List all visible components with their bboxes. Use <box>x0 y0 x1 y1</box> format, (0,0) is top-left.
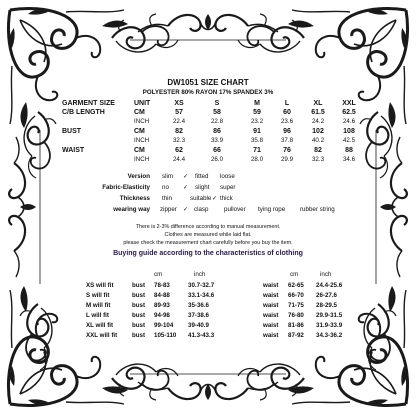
table-cell: 96 <box>283 128 291 135</box>
guide-bust-inch: 37-38.6 <box>188 312 209 319</box>
guide-bust-cm: 105-110 <box>154 332 177 339</box>
table-cell: 62.5 <box>342 109 356 116</box>
fabric-composition: POLYESTER 80% RAYON 17% SPANDEX 3% <box>142 89 274 96</box>
guide-bust-label: bust <box>132 302 146 309</box>
attr-option: rubber string <box>300 206 335 213</box>
table-cell: 76 <box>283 147 291 154</box>
header-size-s: S <box>214 100 220 107</box>
guide-waist-inch: 28-29.5 <box>316 302 337 309</box>
row-label-cb-length: C/B LENGTH <box>62 109 105 116</box>
row-unit: CM <box>134 147 145 154</box>
note-line: There is 2-3% difference according to manual measurement. <box>135 224 281 230</box>
table-cell: 58 <box>213 109 221 116</box>
buying-guide-title: Buying guide according to the characteristics of clothing <box>113 250 303 257</box>
table-cell: 23.6 <box>280 118 294 125</box>
note-line: please check the measurement chart carefully before you buy the item. <box>123 240 293 246</box>
table-cell: 22.8 <box>210 118 224 125</box>
guide-unit-cm: cm <box>154 271 163 278</box>
attr-option: thick <box>220 195 233 202</box>
guide-bust-label: bust <box>132 312 146 319</box>
table-cell: 66 <box>213 147 221 154</box>
check-mark: ✓ <box>183 184 189 191</box>
guide-waist-label: waist <box>263 302 279 309</box>
check-mark: ✓ <box>183 173 189 180</box>
attr-option: pullover <box>224 206 246 213</box>
guide-waist-label: waist <box>263 282 279 289</box>
header-unit: UNIT <box>134 100 151 107</box>
guide-bust-label: bust <box>132 292 146 299</box>
attr-label-wearing-way: wearing way <box>113 206 150 213</box>
guide-waist-cm: 71-75 <box>288 302 304 309</box>
table-cell: 32.3 <box>311 156 325 163</box>
check-mark: ✓ <box>183 206 189 213</box>
header-size-xs: XS <box>174 100 184 107</box>
attr-label-thickness: Thickness <box>119 195 150 202</box>
table-cell: 33.9 <box>210 137 224 144</box>
table-cell: 42.5 <box>342 137 356 144</box>
chart-title: DW1051 SIZE CHART <box>167 78 249 87</box>
attr-option: super <box>220 184 236 191</box>
header-garment-size: GARMENT SIZE <box>62 100 115 107</box>
guide-size: XL will fit <box>86 322 114 329</box>
header-size-m: M <box>254 100 260 107</box>
table-cell: 88 <box>345 147 353 154</box>
attr-option: fitted <box>195 173 209 180</box>
table-cell: 91 <box>253 128 261 135</box>
guide-size: L will fit <box>86 312 109 319</box>
table-cell: 22.4 <box>172 118 186 125</box>
table-cell: 28.0 <box>250 156 264 163</box>
guide-waist-cm: 76-80 <box>288 312 304 319</box>
attr-option: loose <box>220 173 235 180</box>
table-cell: 86 <box>213 128 221 135</box>
table-cell: 24.4 <box>172 156 186 163</box>
guide-waist-label: waist <box>263 292 279 299</box>
guide-waist-label: waist <box>263 312 279 319</box>
guide-bust-inch: 35-36.6 <box>188 302 209 309</box>
guide-unit-inch: inch <box>194 271 206 278</box>
guide-waist-cm: 62-65 <box>288 282 304 289</box>
attr-option: zipper <box>160 206 177 213</box>
table-cell: 57 <box>175 109 183 116</box>
guide-size: XS will fit <box>86 282 114 289</box>
guide-bust-inch: 33.1-34.6 <box>188 292 215 299</box>
guide-bust-inch: 39-40.9 <box>188 322 209 329</box>
table-cell: 37.8 <box>280 137 294 144</box>
table-cell: 62 <box>175 147 183 154</box>
guide-waist-inch: 26-27.6 <box>316 292 337 299</box>
attr-option: slim <box>162 173 173 180</box>
guide-waist-label: waist <box>263 322 279 329</box>
guide-bust-cm: 78-83 <box>154 282 170 289</box>
attr-option: suitable <box>190 195 212 202</box>
guide-bust-cm: 99-104 <box>154 322 174 329</box>
table-cell: 24.6 <box>342 118 356 125</box>
check-mark: ✓ <box>212 195 218 202</box>
attr-label-version: Version <box>127 173 150 180</box>
table-cell: 71 <box>253 147 261 154</box>
note-line: Clothes are measured while laid flat. <box>164 232 252 238</box>
guide-bust-cm: 94-98 <box>154 312 170 319</box>
row-unit: CM <box>134 128 145 135</box>
guide-waist-inch: 24.4-25.6 <box>316 282 343 289</box>
guide-waist-inch: 31.9-33.9 <box>316 322 343 329</box>
table-cell: 24.2 <box>311 118 325 125</box>
row-label-waist: WAIST <box>62 147 85 154</box>
attr-option: no <box>162 184 169 191</box>
guide-bust-inch: 30.7-32.7 <box>188 282 215 289</box>
guide-bust-cm: 89-93 <box>154 302 170 309</box>
table-cell: 59 <box>253 109 261 116</box>
row-unit: INCH <box>134 118 150 125</box>
attr-label-elasticity: Fabric-Elasticity <box>102 184 150 191</box>
guide-waist-cm: 87-92 <box>288 332 304 339</box>
row-label-bust: BUST <box>62 128 82 135</box>
header-size-l: L <box>284 100 290 107</box>
table-cell: 26.0 <box>210 156 224 163</box>
attr-option: thin <box>162 195 172 202</box>
table-cell: 82 <box>175 128 183 135</box>
guide-bust-label: bust <box>132 332 146 339</box>
attr-option: slight <box>195 184 210 191</box>
table-cell: 34.6 <box>342 156 356 163</box>
table-cell: 23.2 <box>250 118 264 125</box>
table-cell: 108 <box>343 128 355 135</box>
header-size-xxl: XXL <box>342 100 356 107</box>
attr-option: tying rope <box>258 206 286 213</box>
table-cell: 82 <box>314 147 322 154</box>
guide-size: M will fit <box>86 302 111 309</box>
table-cell: 32.3 <box>172 137 186 144</box>
guide-bust-cm: 84-88 <box>154 292 170 299</box>
table-cell: 35.8 <box>250 137 264 144</box>
guide-size: XXL will fit <box>86 332 118 339</box>
guide-unit-cm: cm <box>290 271 299 278</box>
row-unit: INCH <box>134 137 150 144</box>
guide-bust-inch: 41.3-43.3 <box>188 332 215 339</box>
guide-waist-inch: 29.9-31.5 <box>316 312 343 319</box>
row-unit: CM <box>134 109 145 116</box>
header-size-xl: XL <box>313 100 323 107</box>
row-unit: INCH <box>134 156 150 163</box>
guide-unit-inch: inch <box>320 271 332 278</box>
guide-waist-inch: 34.3-36.2 <box>316 332 343 339</box>
guide-waist-cm: 81-86 <box>288 322 304 329</box>
guide-size: S will fit <box>86 292 110 299</box>
guide-waist-label: waist <box>263 332 279 339</box>
guide-bust-label: bust <box>132 282 146 289</box>
guide-bust-label: bust <box>132 322 146 329</box>
table-cell: 60 <box>283 109 291 116</box>
guide-waist-cm: 66-70 <box>288 292 304 299</box>
table-cell: 40.2 <box>311 137 325 144</box>
table-cell: 29.9 <box>280 156 294 163</box>
table-cell: 61.5 <box>311 109 325 116</box>
attr-option: clasp <box>194 206 209 213</box>
table-cell: 102 <box>312 128 324 135</box>
